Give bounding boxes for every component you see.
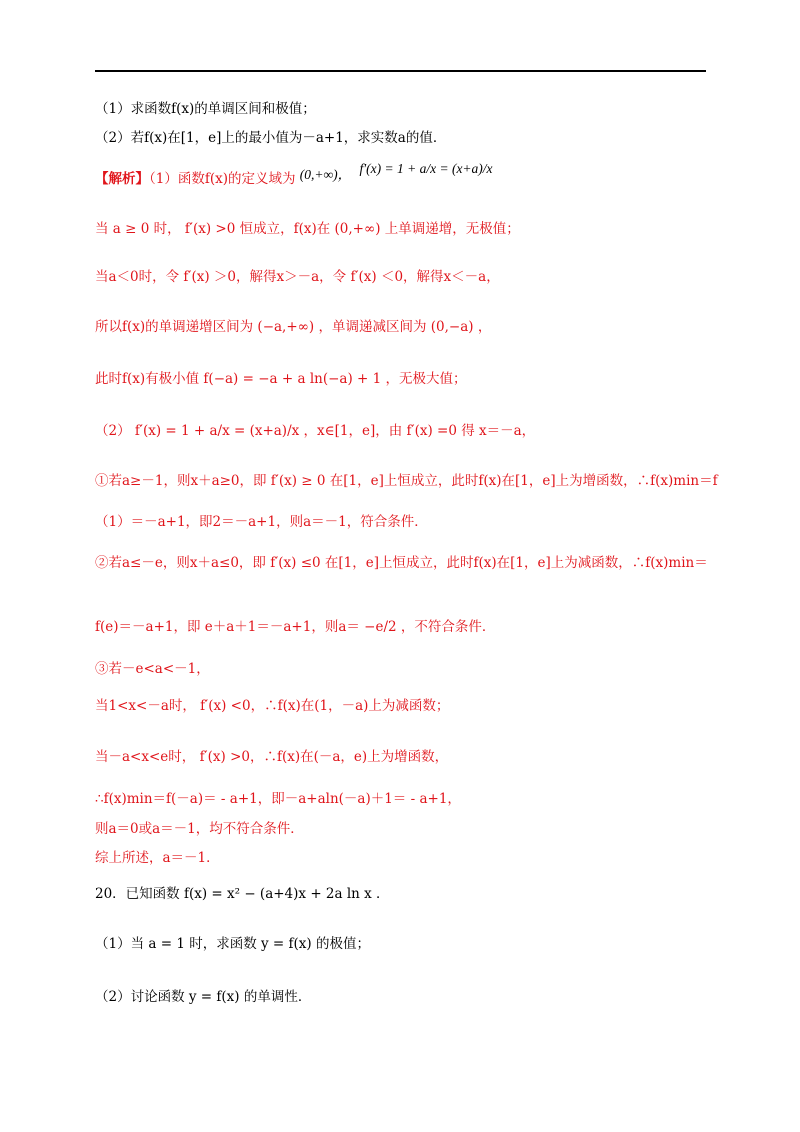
case-a-nonneg: 当 a ≥ 0 时， f′(x) >0 恒成立，f(x)在 (0,+∞) 上单调递增，无极值； [95,221,520,237]
question-part-2: （2）若f(x)在[1，e]上的最小值为－a+1，求实数a的值． [95,130,447,146]
solution-intro-text: （1）函数f(x)的定义域为 [149,171,296,187]
question-20-part-1: （1）当 a = 1 时，求函数 y = f(x) 的极值； [95,936,370,952]
header-rule [95,70,706,72]
case-2: ②若a≤－e，则x＋a≤0，即 f′(x) ≤0 在[1，e]上恒成立，此时f(x)在[1，e]上为减函数，∴f(x)min＝ [95,555,708,571]
case-3-min: ∴f(x)min＝f(－a)＝ - a+1，即－a+aln(－a)＋1＝ - a+1， [95,791,461,807]
minimum-value: 此时f(x)有极小值 f(−a) = −a + a ln(−a) + 1 ，无极大值； [95,371,467,387]
question-20: 20．已知函数 f(x) = x² − (a+4)x + 2a ln x ． [95,886,390,902]
case-3: ③若－e<a<－1， [95,661,210,677]
case-1-cont: （1）＝－a+1，即2＝－a+1，则a＝－1，符合条件． [95,514,428,530]
question-part-1: （1）求函数f(x)的单调区间和极值； [95,101,316,117]
question-20-part-2: （2）讨论函数 y = f(x) 的单调性． [95,989,312,1005]
solution-intro [95,161,493,188]
monotonic-intervals: 所以f(x)的单调递增区间为 (−a,+∞) ，单调递减区间为 (0,−a) ， [95,319,492,335]
conclusion: 综上所述，a＝－1． [95,850,220,866]
part2-start: （2） f′(x) = 1 + a/x = (x+a)/x ，x∈[1，e]，由 f′(x) =0 得 x＝－a， [95,423,536,439]
derivative-formula: f′(x) = 1 + a/x = (x+a)/x [359,161,493,176]
domain-interval: (0,+∞)， [299,167,352,182]
case-3-result: 则a＝0或a＝－1，均不符合条件． [95,821,304,837]
case-a-neg: 当a＜0时，令 f′(x) ＞0，解得x＞－a，令 f′(x) ＜0，解得x＜－a， [95,269,500,285]
case-3-increasing: 当－a<x<e时， f′(x) >0，∴f(x)在(－a，e)上为增函数， [95,749,449,765]
case-2-cont: f(e)＝－a+1，即 e＋a＋1＝－a+1，则a＝ −e/2 ，不符合条件． [95,619,496,635]
case-1: ①若a≥－1，则x＋a≥0，即 f′(x) ≥ 0 在[1，e]上恒成立，此时f(x)在[1，e]上为增函数，∴f(x)min＝f [95,473,718,489]
case-3-decreasing: 当1<x<－a时， f′(x) <0，∴f(x)在(1，－a)上为减函数； [95,698,450,714]
solution-tag: 【解析】 [95,171,149,187]
